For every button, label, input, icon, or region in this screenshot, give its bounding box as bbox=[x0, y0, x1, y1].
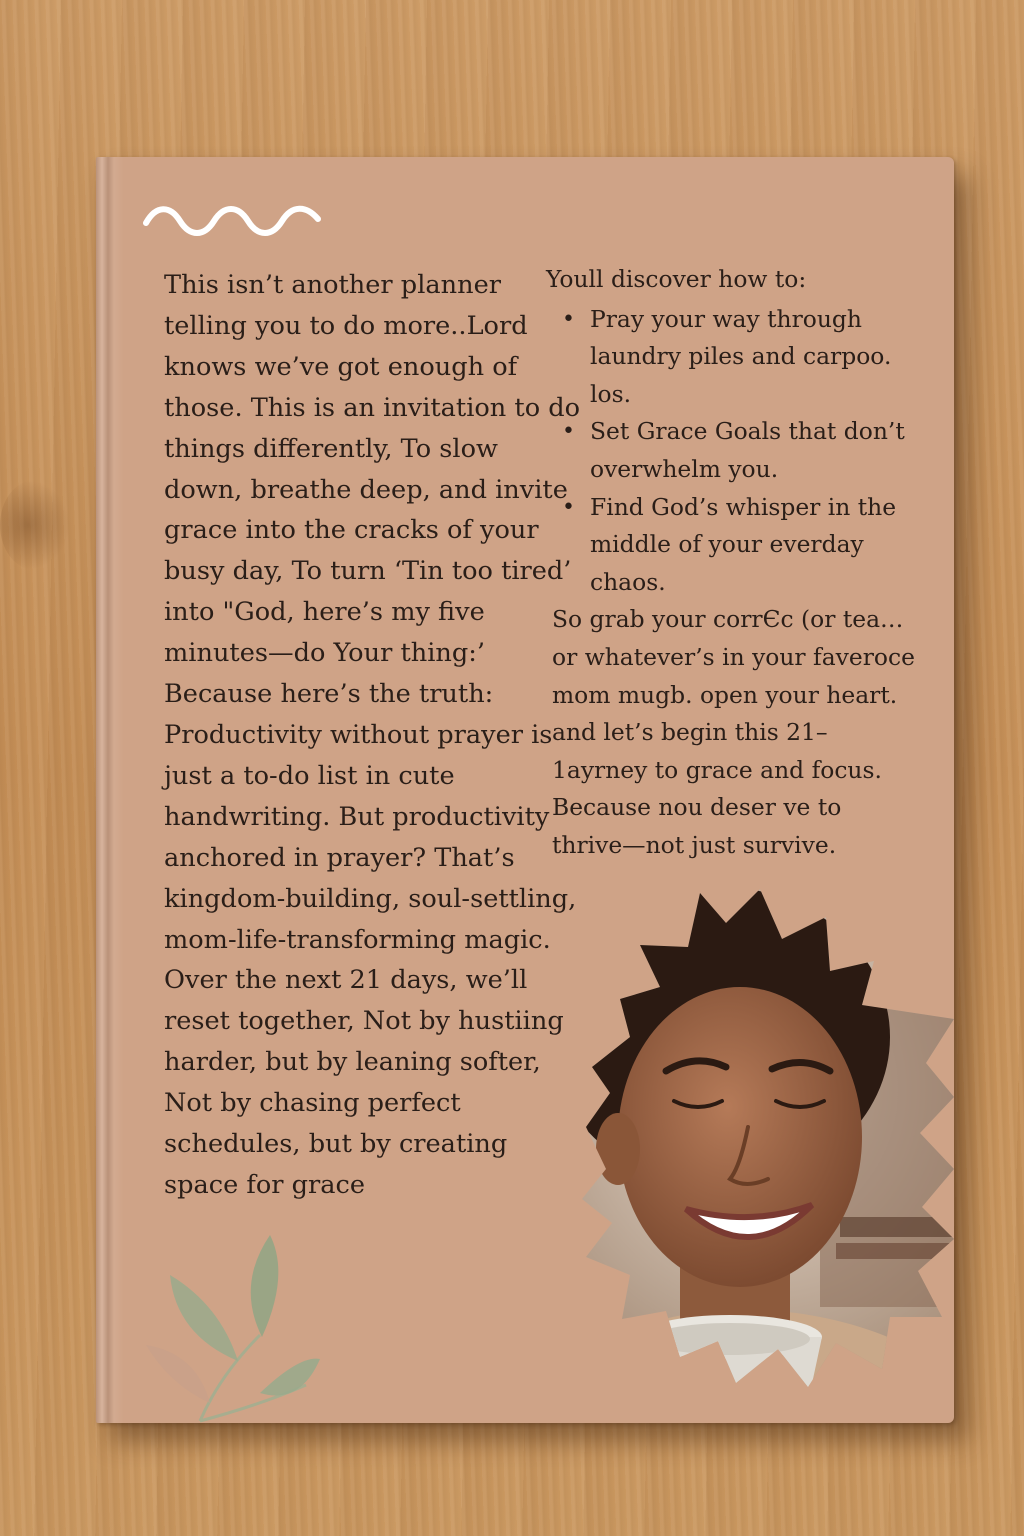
leaf-sprig-icon bbox=[140, 1235, 320, 1423]
smiling-woman-photo bbox=[490, 887, 954, 1393]
book-cover bbox=[96, 157, 954, 1423]
wood-knot bbox=[0, 480, 70, 570]
list-item-text: Pray your way through laundry piles and carpoo. los. bbox=[590, 304, 892, 408]
list-item-text: Set Grace Goals that don’t overwhelm you. bbox=[590, 417, 905, 483]
bullet-icon: • bbox=[562, 306, 575, 332]
list-item-text: Find God’s whisper in the middle of your everday chaos. bbox=[590, 492, 897, 596]
discover-heading: Youll discover how to: bbox=[546, 265, 807, 293]
invitation-paragraph: So grab your corrЄc (or tea… or whatever’s in your faveroce mom mugb. open your heart. and let’s begin this 21–1ayrney to grace and focus. bbox=[552, 605, 915, 784]
wave-ornament-icon bbox=[142, 203, 322, 237]
list-item bbox=[546, 301, 916, 414]
list-item bbox=[546, 489, 916, 602]
closing-paragraph: Because nou deser ve to thrive—not just survive. bbox=[552, 793, 842, 859]
truth-paragraph: Because here’s the truth: Productivity without prayer is just a to-do list in cute handwriting. But productivity anchored in prayer? That’s kingdom-building, soul-settling, mom-life-transforming magic. bbox=[164, 679, 577, 955]
intro-paragraph: This isn’t another planner telling you to do more..Lord knows we’ve got enough of those. This is an invitation to do things differently, To slow down, breathe deep, and invite grace into the cracks of your busy day, To turn ‘Tin too tired’ into "God, here’s my five minutes—do Your thing:’ bbox=[164, 270, 581, 669]
reset-paragraph: Over the next 21 days, we’ll reset together, Not by hustiing harder, but by leaning softer, Not by chasing perfect schedules, but by creating space for grace bbox=[164, 965, 564, 1200]
bullet-icon: • bbox=[562, 419, 575, 445]
list-item bbox=[546, 413, 916, 488]
right-text-column bbox=[546, 261, 916, 865]
discover-list bbox=[546, 301, 916, 602]
bullet-icon: • bbox=[562, 494, 575, 520]
